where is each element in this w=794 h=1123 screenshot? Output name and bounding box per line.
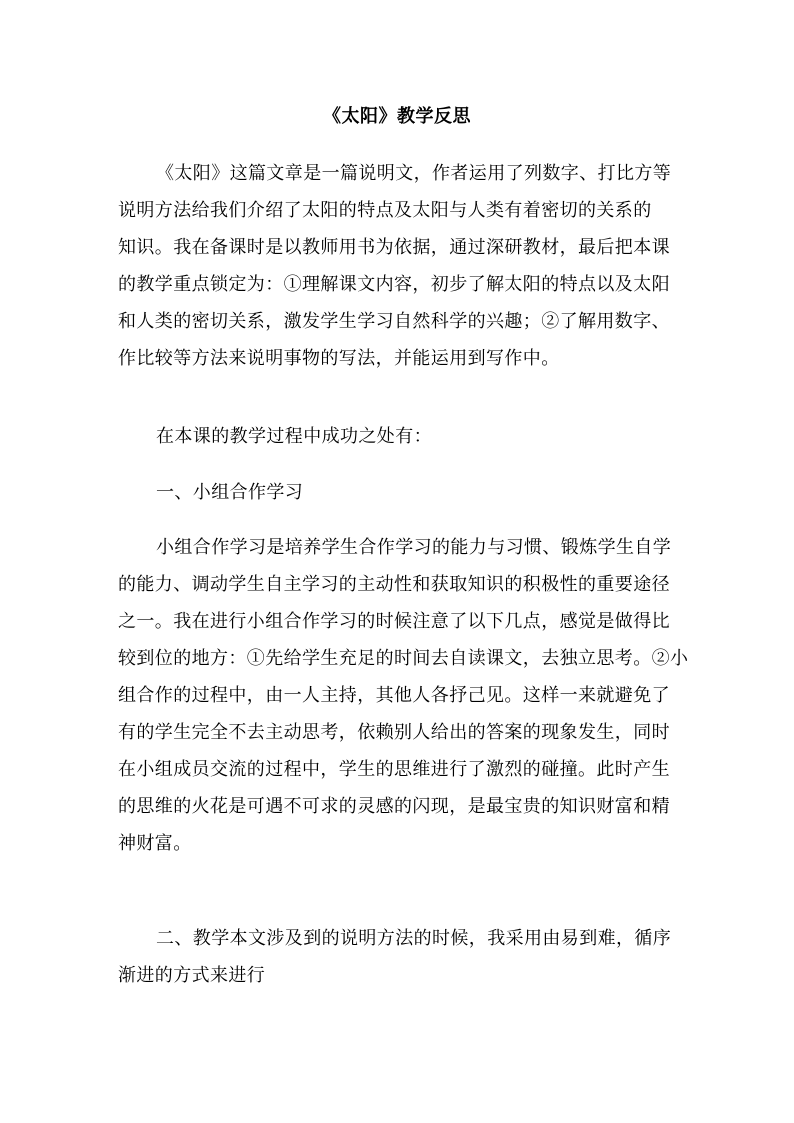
paragraph-line: 较到位的地方：①先给学生充足的时间去自读课文，去独立思考。②小 <box>118 648 689 669</box>
paragraph-success-intro <box>118 418 688 455</box>
paragraph-line: 知识。我在备课时是以教师用书为依据，通过深研教材，最后把本课 <box>118 237 670 258</box>
heading-line: 渐进的方式来进行 <box>118 965 266 986</box>
paragraph-line: 之一。我在进行小组合作学习的时候注意了以下几点，感觉是做得比 <box>118 611 670 632</box>
paragraph-line: 《太阳》这篇文章是一篇说明文，作者运用了列数字、打比方等 <box>156 163 672 184</box>
paragraph-line: 在本课的教学过程中成功之处有： <box>156 426 432 447</box>
heading-line: 二、教学本文涉及到的说明方法的时候，我采用由易到难，循序 <box>156 928 672 949</box>
paragraph-line: 小组合作学习是培养学生合作学习的能力与习惯、锻炼学生自学 <box>156 537 672 558</box>
paragraph-line: 的教学重点锁定为：①理解课文内容，初步了解太阳的特点以及太阳 <box>118 274 670 295</box>
paragraph-group-learning <box>118 529 688 862</box>
section-heading-1 <box>118 474 688 511</box>
section-heading-2 <box>118 920 688 994</box>
paragraph-line: 有的学生完全不去主动思考，依赖别人给出的答案的现象发生，同时 <box>118 722 670 743</box>
paragraph-line: 神财富。 <box>118 833 192 854</box>
paragraph-line: 的思维的火花是可遇不可求的灵感的闪现，是最宝贵的知识财富和精 <box>118 796 670 817</box>
heading-line: 一、小组合作学习 <box>156 482 304 503</box>
paragraph-line: 在小组成员交流的过程中，学生的思维进行了激烈的碰撞。此时产生 <box>118 759 670 780</box>
paragraph-line: 组合作的过程中，由一人主持，其他人各抒己见。这样一来就避免了 <box>118 685 670 706</box>
page-title: 《太阳》教学反思 <box>323 106 471 127</box>
paragraph-line: 的能力、调动学生自主学习的主动性和获取知识的积极性的重要途径 <box>118 574 670 595</box>
paragraph-intro <box>118 155 688 377</box>
paragraph-line: 作比较等方法来说明事物的写法，并能运用到写作中。 <box>118 348 560 369</box>
paragraph-line: 和人类的密切关系，激发学生学习自然科学的兴趣；②了解用数字、 <box>118 311 670 332</box>
paragraph-line: 说明方法给我们介绍了太阳的特点及太阳与人类有着密切的关系的 <box>118 200 652 221</box>
